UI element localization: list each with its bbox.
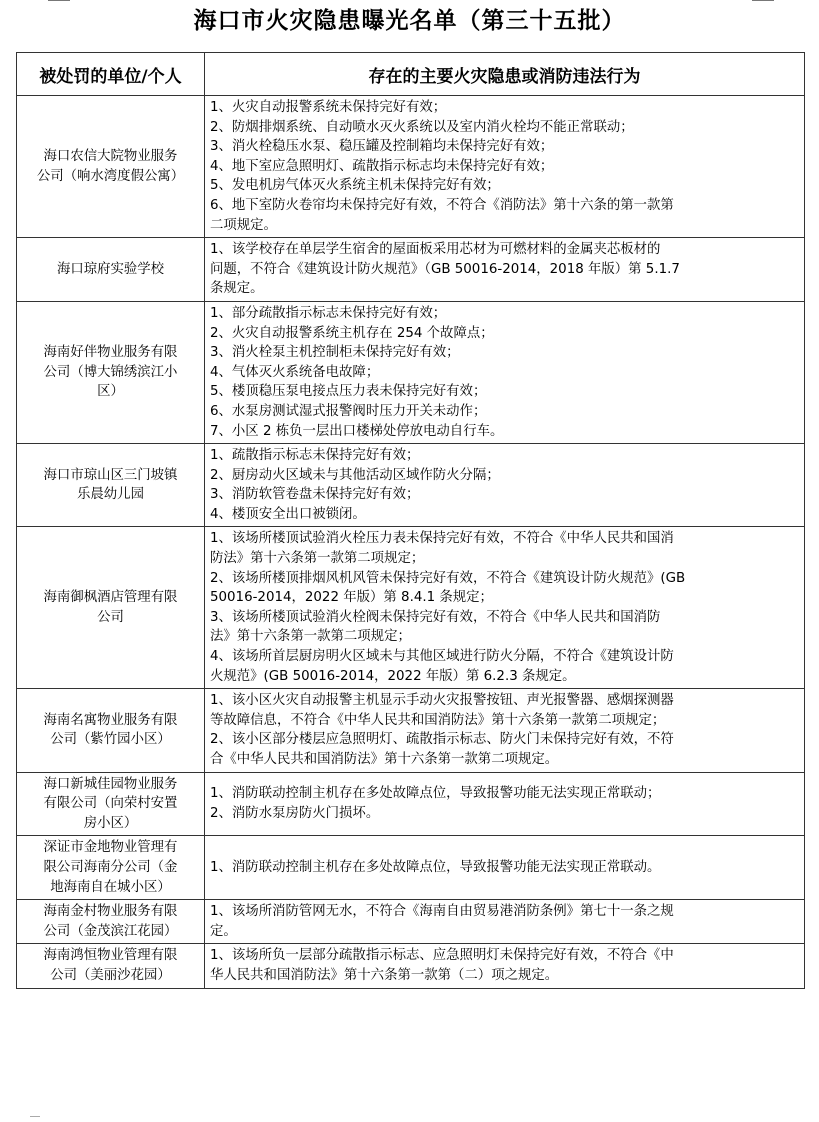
issue-line: 二项规定。 <box>210 217 277 233</box>
table-row <box>17 836 805 900</box>
hazard-table <box>16 52 805 989</box>
issue-line: 50016-2014，2022 年版）第 8.4.1 条规定； <box>210 590 493 606</box>
issue-line: 5、楼顶稳压泵电接点压力表未保持完好有效； <box>210 384 487 400</box>
table-row <box>17 772 805 836</box>
unit-line: 海南御枫酒店管理有限 <box>43 590 178 606</box>
unit-cell <box>17 689 205 772</box>
table-row <box>17 900 805 944</box>
table-row <box>17 238 805 302</box>
top-edge-mark-left <box>48 0 70 1</box>
unit-line: 公司（响水湾度假公寓） <box>36 168 185 184</box>
issue-line: 等故障信息，不符合《中华人民共和国消防法》第十六条第一款第二项规定； <box>210 712 666 728</box>
table-row <box>17 527 805 689</box>
table-body <box>17 96 805 989</box>
bottom-edge-mark <box>30 1116 40 1117</box>
issue-line: 4、楼顶安全出口被锁闭。 <box>210 506 366 522</box>
unit-line: 海口农信大院物业服务 <box>43 148 178 164</box>
issue-line: 火规范》(GB 50016-2014，2022 年版）第 6.2.3 条规定。 <box>210 668 576 684</box>
issue-line: 华人民共和国消防法》第十六条第一款第（二）项之规定。 <box>210 967 559 983</box>
top-edge-mark-right <box>752 0 774 1</box>
unit-line: 有限公司（向荣村安置 <box>43 796 178 812</box>
table-row <box>17 689 805 772</box>
issues-cell <box>205 836 805 900</box>
unit-line: 区） <box>97 384 124 400</box>
issue-line: 5、发电机房气体灭火系统主机未保持完好有效； <box>210 178 500 194</box>
issue-line: 1、部分疏散指示标志未保持完好有效； <box>210 305 447 321</box>
table-row <box>17 444 805 527</box>
unit-line: 深证市金地物业管理有 <box>43 840 178 856</box>
unit-cell <box>17 238 205 302</box>
issues-cell <box>205 301 805 443</box>
header-unit: 被处罚的单位/个人 <box>17 53 205 96</box>
issue-line: 6、水泵房测试湿式报警阀时压力开关未动作； <box>210 403 487 419</box>
unit-line: 公司（紫竹园小区） <box>50 732 171 748</box>
issues-cell <box>205 900 805 944</box>
issues-cell <box>205 689 805 772</box>
issue-line: 1、该场所负一层部分疏散指示标志、应急照明灯未保持完好有效，不符合《中 <box>210 948 674 964</box>
table-row <box>17 944 805 988</box>
issue-line: 2、该场所楼顶排烟风机风管未保持完好有效，不符合《建筑设计防火规范》(GB <box>210 570 686 586</box>
unit-line: 海口新城佳园物业服务 <box>43 776 178 792</box>
unit-line: 海口琼府实验学校 <box>56 261 165 277</box>
issue-line: 4、气体灭火系统备电故障； <box>210 364 380 380</box>
unit-line: 海南鸿恒物业管理有限 <box>43 948 178 964</box>
issue-line: 3、消火栓泵主机控制柜未保持完好有效； <box>210 345 460 361</box>
issue-line: 1、火灾自动报警系统未保持完好有效； <box>210 100 447 115</box>
issue-line: 4、地下室应急照明灯、疏散指示标志均未保持完好有效； <box>210 158 554 174</box>
unit-cell <box>17 527 205 689</box>
issues-cell <box>205 96 805 238</box>
table-row <box>17 301 805 443</box>
issue-line: 3、消火栓稳压水泵、稳压罐及控制箱均未保持完好有效； <box>210 139 554 155</box>
issue-line: 定。 <box>210 923 237 939</box>
header-issues: 存在的主要火灾隐患或消防违法行为 <box>205 53 805 96</box>
document-title: 海口市火灾隐患曝光名单（第三十五批） <box>193 7 626 34</box>
unit-line: 限公司海南分公司（金 <box>43 859 178 875</box>
issue-line: 法》第十六条第一款第二项规定； <box>210 629 411 645</box>
table-header-row <box>17 53 805 96</box>
issue-line: 3、消防软管卷盘未保持完好有效； <box>210 487 420 503</box>
issue-line: 4、该场所首层厨房明火区域未与其他区域进行防火分隔，不符合《建筑设计防 <box>210 649 674 665</box>
unit-line: 地海南自在城小区） <box>50 879 171 895</box>
unit-cell <box>17 444 205 527</box>
issues-cell <box>205 238 805 302</box>
issue-line: 2、防烟排烟系统、自动喷水灭火系统以及室内消火栓均不能正常联动； <box>210 119 634 135</box>
unit-cell <box>17 836 205 900</box>
issue-line: 合《中华人民共和国消防法》第十六条第一款第二项规定。 <box>210 752 559 767</box>
issues-cell <box>205 444 805 527</box>
unit-line: 公司（博大锦绣滨江小 <box>43 364 178 380</box>
unit-line: 公司（美丽沙花园） <box>50 967 171 983</box>
issue-line: 2、消防水泵房防火门损坏。 <box>210 805 380 821</box>
issue-line: 7、小区 2 栋负一层出口楼梯处停放电动自行车。 <box>210 423 504 439</box>
unit-cell <box>17 944 205 988</box>
issue-line: 1、消防联动控制主机存在多处故障点位，导致报警功能无法实现正常联动。 <box>210 859 661 875</box>
issue-line: 问题，不符合《建筑设计防火规范》（GB 50016-2014，2018 年版）第 5.1.7 <box>210 261 680 277</box>
unit-line: 海南金村物业服务有限 <box>43 904 178 920</box>
issue-line: 6、地下室防火卷帘均未保持完好有效，不符合《消防法》第十六条的第一款第 <box>210 197 674 213</box>
issues-cell <box>205 772 805 836</box>
issue-line: 1、该场所消防管网无水，不符合《海南自由贸易港消防条例》第七十一条之规 <box>210 904 674 920</box>
issue-line: 2、厨房动火区域未与其他活动区域作防火分隔； <box>210 467 500 483</box>
unit-cell <box>17 301 205 443</box>
issue-line: 2、该小区部分楼层应急照明灯、疏散指示标志、防火门未保持完好有效，不符 <box>210 732 674 748</box>
unit-cell <box>17 96 205 238</box>
issues-cell <box>205 944 805 988</box>
issue-line: 条规定。 <box>210 281 264 297</box>
issue-line: 1、疏散指示标志未保持完好有效； <box>210 448 420 464</box>
issue-line: 1、该场所楼顶试验消火栓压力表未保持完好有效，不符合《中华人民共和国消 <box>210 531 674 547</box>
unit-line: 海口市琼山区三门坡镇 <box>43 467 178 483</box>
issue-line: 防法》第十六条第一款第二项规定； <box>210 551 425 567</box>
issue-line: 2、火灾自动报警系统主机存在 254 个故障点； <box>210 325 494 341</box>
issues-cell <box>205 527 805 689</box>
issue-line: 1、该小区火灾自动报警主机显示手动火灾报警按钮、声光报警器、感烟探测器 <box>210 693 674 709</box>
unit-line: 房小区） <box>83 815 138 831</box>
issue-line: 1、该学校存在单层学生宿舍的屋面板采用芯材为可燃材料的金属夹芯板材的 <box>210 242 661 258</box>
unit-line: 乐晨幼儿园 <box>77 487 144 503</box>
unit-line: 公司（金茂滨江花园） <box>43 923 178 939</box>
unit-cell <box>17 772 205 836</box>
unit-cell <box>17 900 205 944</box>
issue-line: 3、该场所楼顶试验消火栓阀未保持完好有效，不符合《中华人民共和国消防 <box>210 609 661 625</box>
issue-line: 1、消防联动控制主机存在多处故障点位，导致报警功能无法实现正常联动； <box>210 786 661 802</box>
table-row <box>17 96 805 238</box>
unit-line: 公司 <box>97 609 124 625</box>
unit-line: 海南名寓物业服务有限 <box>43 712 178 728</box>
unit-line: 海南好伴物业服务有限 <box>43 345 178 361</box>
